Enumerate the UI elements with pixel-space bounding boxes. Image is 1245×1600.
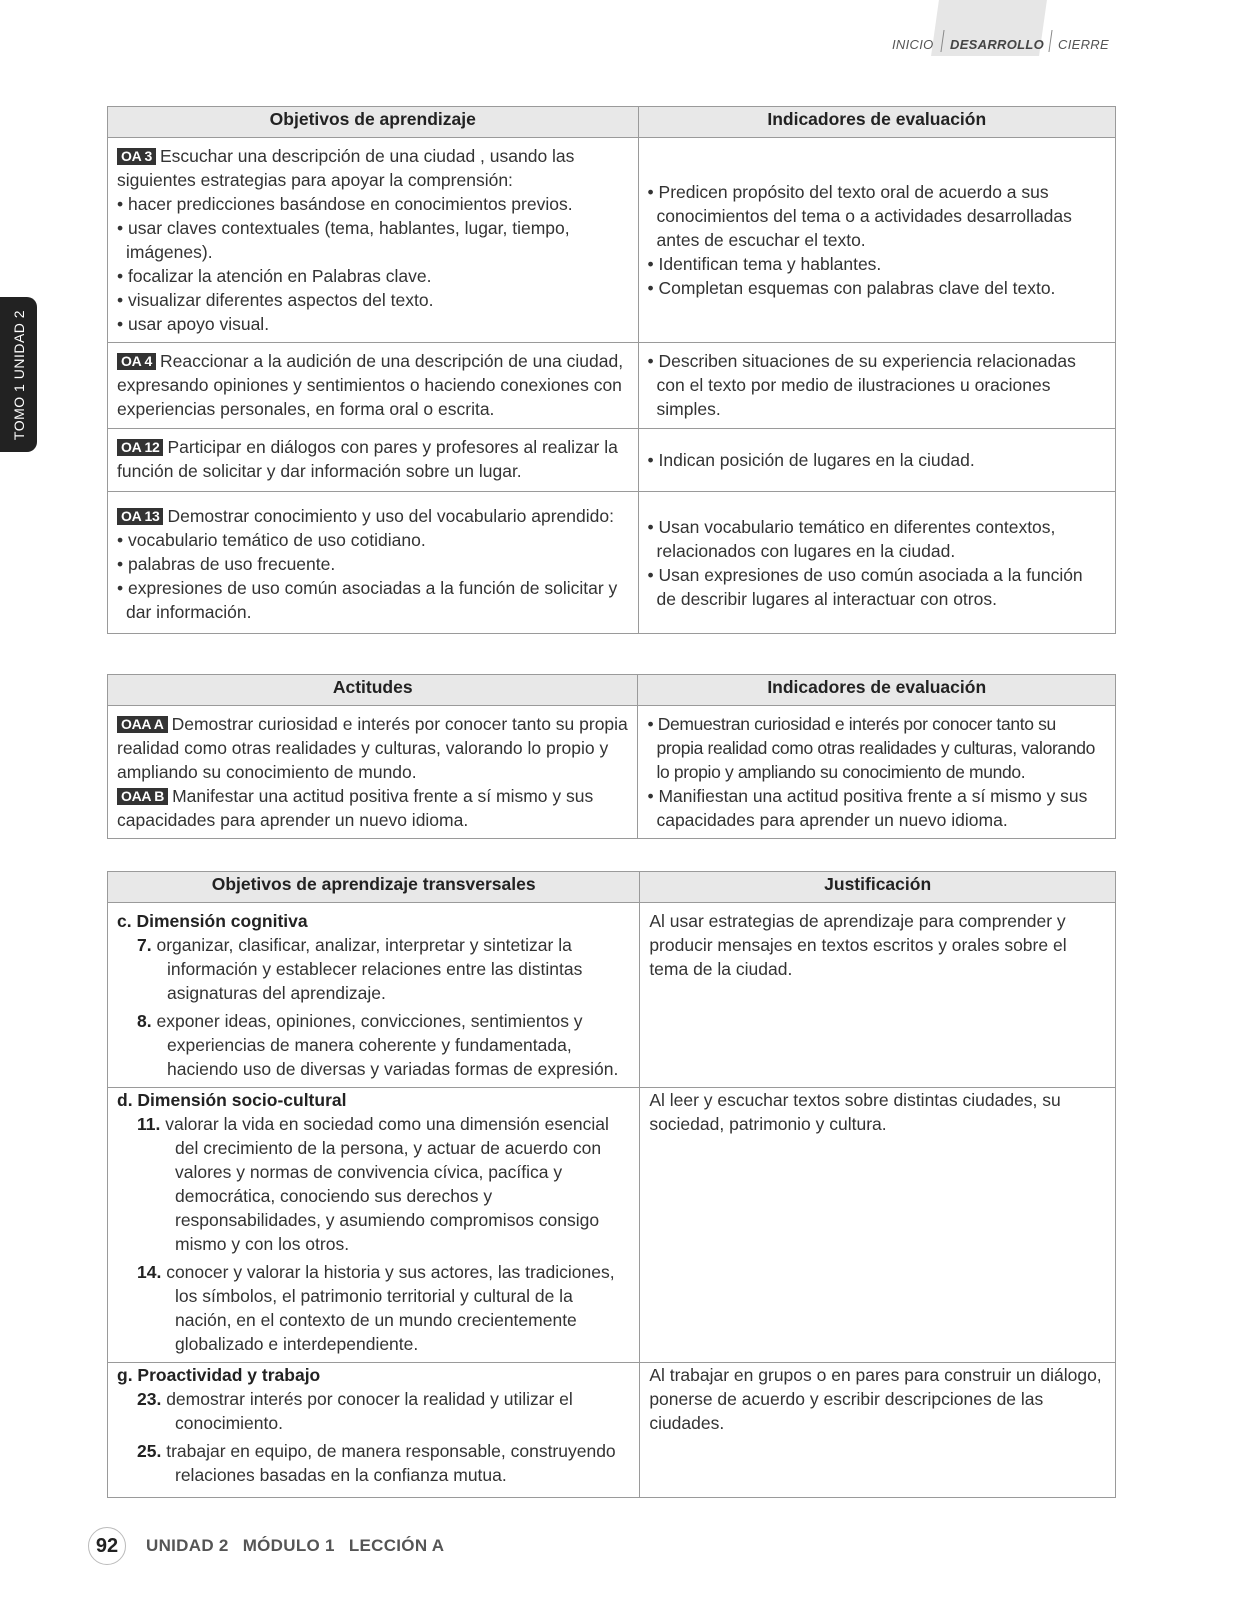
page-footer: [88, 1527, 444, 1565]
header-transversales: Objetivos de aprendizaje transversales: [108, 872, 640, 903]
footer-modulo: MÓDULO 1: [242, 1536, 335, 1555]
item-number: 23.: [137, 1389, 162, 1409]
item-number: 14.: [137, 1262, 162, 1282]
item-text: trabajar en equipo, de manera responsable, construyendo relaciones basadas en la confianza mutua.: [166, 1441, 616, 1485]
oa-tag: OA 4: [117, 353, 156, 370]
justification-cell: [640, 1363, 1116, 1498]
indicator-cell: [638, 706, 1116, 839]
item-number: 7.: [137, 935, 152, 955]
nav-divider: [1048, 30, 1052, 52]
objective-text: Escuchar una descripción de una ciudad , usando las siguientes estrategias para apoyar la comprensión:: [117, 146, 575, 190]
oaa-tag: OAA A: [117, 716, 168, 733]
list-item: • vocabulario temático de uso cotidiano.: [117, 528, 629, 552]
justification-cell: [640, 903, 1116, 1088]
section-nav: [880, 0, 1120, 60]
header-justificacion: Justificación: [640, 872, 1116, 903]
objective-cell: [108, 429, 639, 492]
dimension-title: g. Proactividad y trabajo: [117, 1365, 321, 1385]
list-item: • usar claves contextuales (tema, hablantes, lugar, tiempo, imágenes).: [117, 216, 629, 264]
item-text: exponer ideas, opiniones, convicciones, sentimientos y experiencias de manera coherente y fundamentada, haciendo uso de diversas y variadas formas de expresión.: [156, 1011, 619, 1079]
list-item: • Indican posición de lugares en la ciudad.: [648, 448, 1106, 472]
indicator-cell: [638, 343, 1115, 429]
table-row: [108, 1088, 1116, 1363]
nav-inicio[interactable]: INICIO: [892, 37, 934, 52]
objective-cell: [108, 492, 639, 634]
transversal-objectives-table: [107, 871, 1116, 1498]
dimension-title: c. Dimensión cognitiva: [117, 911, 308, 931]
justification-text: Al leer y escuchar textos sobre distintas ciudades, su sociedad, patrimonio y cultura.: [649, 1090, 1061, 1134]
item-number: 11.: [137, 1114, 161, 1134]
indicator-cell: [638, 492, 1115, 634]
list-item: • expresiones de uso común asociadas a la función de solicitar y dar información.: [117, 576, 629, 624]
list-item: • visualizar diferentes aspectos del texto.: [117, 288, 629, 312]
list-item: • Demuestran curiosidad e interés por conocer tanto su propia realidad como otras realidades y culturas, valorando lo propio y ampliando su conocimiento de mundo.: [647, 712, 1106, 784]
oa-tag: OA 13: [117, 508, 163, 525]
item-text: demostrar interés por conocer la realidad y utilizar el conocimiento.: [166, 1389, 573, 1433]
attitudes-table: [107, 674, 1116, 839]
list-item: • Predicen propósito del texto oral de acuerdo a sus conocimientos del tema o a actividades desarrolladas antes de escuchar el texto.: [648, 180, 1106, 252]
list-item: • Usan vocabulario temático en diferentes contextos, relacionados con lugares en la ciudad.: [648, 515, 1106, 563]
indicator-cell: [638, 138, 1115, 343]
item-text: conocer y valorar la historia y sus actores, las tradiciones, los símbolos, el patrimonio territorial y cultural de la nación, en el contexto de un mundo crecientemente globalizado e interdependiente.: [166, 1262, 615, 1354]
table-row: [108, 903, 1116, 1088]
item-number: 25.: [137, 1441, 162, 1461]
dimension-cell: [108, 1088, 640, 1363]
header-objetivos: Objetivos de aprendizaje: [108, 107, 639, 138]
indicator-cell: [638, 429, 1115, 492]
justification-text: Al usar estrategias de aprendizaje para comprender y producir mensajes en textos escritos y orales sobre el tema de la ciudad.: [649, 911, 1067, 979]
dimension-cell: [108, 903, 640, 1088]
footer-leccion: LECCIÓN A: [348, 1536, 445, 1555]
list-item: • palabras de uso frecuente.: [117, 552, 629, 576]
header-indicadores: Indicadores de evaluación: [638, 675, 1116, 706]
attitude-text: Manifestar una actitud positiva frente a sí mismo y sus capacidades para aprender un nuevo idioma.: [117, 786, 594, 830]
item-text: organizar, clasificar, analizar, interpretar y sintetizar la información y establecer relaciones entre las distintas asignaturas del aprendizaje.: [156, 935, 583, 1003]
header-indicadores: Indicadores de evaluación: [638, 107, 1115, 138]
oa-tag: OA 3: [117, 148, 156, 165]
nav-desarrollo[interactable]: DESARROLLO: [950, 37, 1044, 52]
objective-text: Reaccionar a la audición de una descripción de una ciudad, expresando opiniones y sentimientos o haciendo conexiones con experiencias personales, en forma oral o escrita.: [117, 351, 624, 419]
table-row: [108, 706, 1116, 839]
objective-cell: [108, 138, 639, 343]
list-item: • focalizar la atención en Palabras clave.: [117, 264, 629, 288]
dimension-title: d. Dimensión socio-cultural: [117, 1090, 347, 1110]
objective-bullets: [117, 192, 629, 336]
side-tab: [0, 297, 37, 452]
attitude-text: Demostrar curiosidad e interés por conocer tanto su propia realidad como otras realidades y culturas, valorando lo propio y ampliando su conocimiento de mundo.: [117, 714, 628, 782]
list-item: • Identifican tema y hablantes.: [648, 252, 1106, 276]
table-row: [108, 429, 1116, 492]
table-row: [108, 138, 1116, 343]
oa-tag: OA 12: [117, 439, 163, 456]
side-tab-label: TOMO 1 UNIDAD 2: [10, 309, 27, 440]
nav-cierre[interactable]: CIERRE: [1058, 37, 1109, 52]
objectives-table: [107, 106, 1116, 634]
list-item: • Usan expresiones de uso común asociada a la función de describir lugares al interactuar con otros.: [648, 563, 1106, 611]
objective-text: Demostrar conocimiento y uso del vocabulario aprendido:: [167, 506, 614, 526]
list-item: • Manifiestan una actitud positiva frente a sí mismo y sus capacidades para aprender un nuevo idioma.: [647, 784, 1106, 832]
footer-unidad: UNIDAD 2: [146, 1536, 229, 1555]
list-item: • usar apoyo visual.: [117, 312, 629, 336]
justification-text: Al trabajar en grupos o en pares para construir un diálogo, ponerse de acuerdo y escribir descripciones de las ciudades.: [649, 1365, 1102, 1433]
oaa-tag: OAA B: [117, 788, 168, 805]
header-actitudes: Actitudes: [108, 675, 638, 706]
dimension-cell: [108, 1363, 640, 1498]
table-row: [108, 492, 1116, 634]
table-row: [108, 1363, 1116, 1498]
attitudes-cell: [108, 706, 638, 839]
item-text: valorar la vida en sociedad como una dimensión esencial del crecimiento de la persona, y actuar de acuerdo con valores y normas de convivencia cívica, pacífica y democrática, conociendo sus derechos y responsabilidades, y asumiendo compromisos consigo mismo y con los otros.: [165, 1114, 609, 1254]
list-item: • Describen situaciones de su experiencia relacionadas con el texto por medio de ilustraciones u oraciones simples.: [648, 349, 1106, 421]
item-number: 8.: [137, 1011, 152, 1031]
objective-text: Participar en diálogos con pares y profesores al realizar la función de solicitar y dar información sobre un lugar.: [117, 437, 618, 481]
list-item: • Completan esquemas con palabras clave del texto.: [648, 276, 1106, 300]
table-row: [108, 343, 1116, 429]
justification-cell: [640, 1088, 1116, 1363]
page-number: 92: [88, 1527, 126, 1565]
objective-cell: [108, 343, 639, 429]
list-item: • hacer predicciones basándose en conocimientos previos.: [117, 192, 629, 216]
